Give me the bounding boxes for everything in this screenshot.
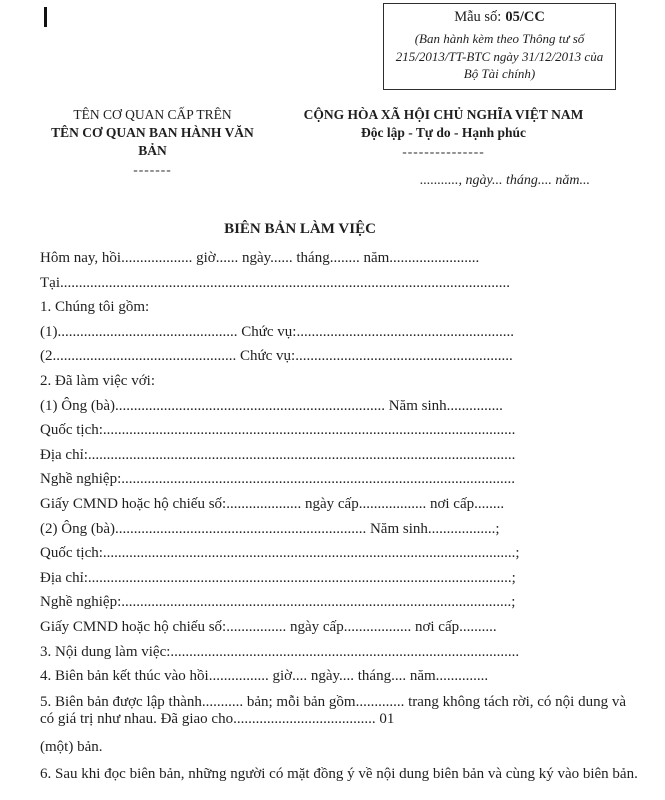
left-divider: -------	[133, 162, 172, 177]
date-place-line: ..........., ngày... tháng.... năm...	[420, 173, 590, 188]
form-issuance-note: (Ban hành kèm theo Thông tư số 215/2013/TT-BTC ngày 31/12/2013 của Bộ Tài chính)	[395, 31, 604, 81]
document-body	[40, 246, 640, 784]
document-title: BIÊN BẢN LÀM VIỆC	[224, 221, 376, 237]
person-2-id-line: Giấy CMND hoặc hộ chiếu số:................ ngày cấp.................. nơi cấp..........	[40, 618, 497, 635]
person-2-occupation: Nghề nghiệp:........................................................................................................;	[40, 594, 516, 611]
line-location: Tại........................................................................................................................	[40, 274, 510, 291]
section-3-content: 3. Nội dung làm việc:.............................................................................................	[40, 643, 520, 660]
line-datetime: Hôm nay, hồi................... giờ...... ngày...... tháng........ năm........................	[40, 250, 480, 266]
person-1-address: Địa chỉ:..................................................................................................................	[40, 446, 516, 463]
participant-1-line: (1)................................................ Chức vụ:..........................................................	[40, 323, 514, 340]
section-4-end-time: 4. Biên bản kết thúc vào hồi................ giờ.... ngày.... tháng.... năm..............	[40, 668, 489, 685]
section-5-copies-suffix: (một) bản.	[40, 739, 103, 756]
section-1-heading: 1. Chúng tôi gồm:	[40, 299, 150, 316]
section-2-heading: 2. Đã làm việc với:	[40, 372, 155, 389]
person-1-id-line: Giấy CMND hoặc hộ chiếu số:.................... ngày cấp.................. nơi cấp........	[40, 495, 505, 512]
person-1-occupation: Nghề nghiệp:.........................................................................................................	[40, 471, 515, 488]
section-5-copies: 5. Biên bản được lập thành........... bản; mỗi bản gồm............. trang không tách rời, có nội dung và có giá trị như nhau. Đã giao cho...................................... 01	[40, 693, 626, 728]
person-2-address: Địa chỉ:.................................................................................................................;	[40, 569, 516, 586]
national-motto: Độc lập - Tự do - Hạnh phúc	[360, 125, 527, 140]
national-header: CỘNG HÒA XÃ HỘI CHỦ NGHĨA VIỆT NAM	[303, 107, 584, 122]
agency-name: TÊN CƠ QUAN BAN HÀNH VĂN BẢN	[51, 125, 254, 158]
person-2-name-line: (2) Ông (bà)................................................................... Năm sinh..................;	[40, 520, 500, 537]
form-number-value: 05/CC	[505, 9, 545, 25]
text-cursor	[44, 7, 47, 27]
national-header-block	[265, 106, 622, 190]
participant-2-line: (2................................................. Chức vụ:..........................................................	[40, 348, 513, 365]
person-2-nationality: Quốc tịch:..............................................................................................................;	[40, 545, 520, 562]
issuing-agency-block	[40, 106, 265, 190]
form-number-line	[392, 8, 607, 27]
person-1-name-line: (1) Ông (bà)........................................................................ Năm sinh...............	[40, 397, 503, 414]
section-6-agreement: 6. Sau khi đọc biên bản, những người có mặt đồng ý về nội dung biên bản và cùng ký vào biên bản.	[40, 766, 638, 783]
person-1-nationality: Quốc tịch:..............................................................................................................	[40, 422, 516, 439]
agency-parent-name: TÊN CƠ QUAN CẤP TRÊN	[73, 107, 232, 122]
document-header	[40, 106, 622, 190]
form-number-label: Mẫu số:	[454, 9, 502, 25]
form-number-box	[383, 3, 616, 90]
right-divider: ---------------	[402, 144, 485, 159]
